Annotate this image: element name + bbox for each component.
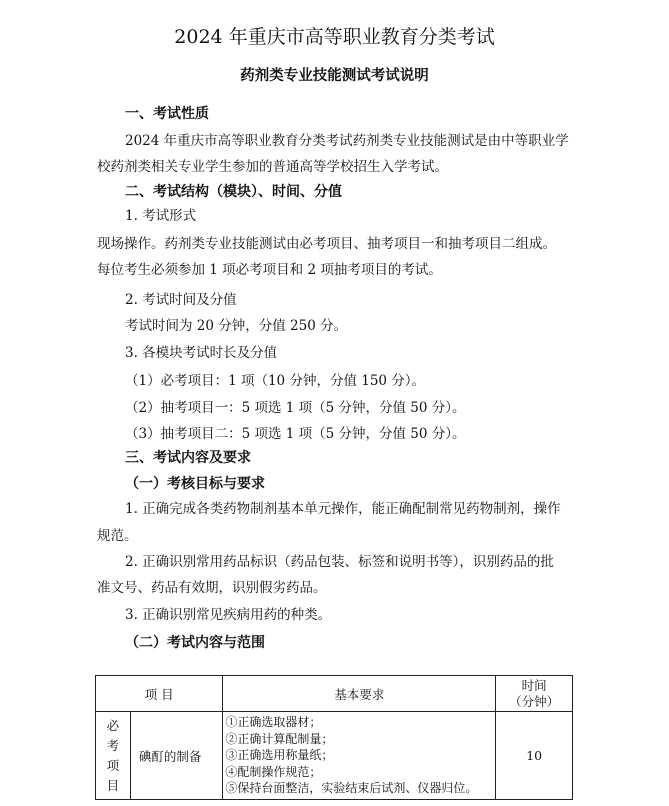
row1-requirement: ③正确选用称量纸； (225, 748, 334, 763)
section1-para-line1: 2024 年重庆市高等职业教育分类考试药剂类专业技能测试是由中等职业学 (125, 133, 569, 149)
goal2-line1: 2. 正确识别常用药品标识（药品包装、标签和说明书等），识别药品的批 (125, 554, 554, 570)
header-requirement: 基本要求 (223, 676, 496, 712)
goal2-line2: 准文号、药品有效期，识别假劣药品。 (97, 580, 327, 596)
header-time-line2: （分钟） (509, 693, 560, 709)
section2-item2-text: 考试时间为 20 分钟，分值 250 分。 (125, 318, 348, 334)
section2-item2-heading: 2. 考试时间及分值 (125, 292, 237, 308)
row1-category-char: 目 (106, 777, 120, 793)
goal3-line1: 3. 正确识别常见疾病用药的种类。 (125, 607, 332, 623)
row1-name: 碘酊的制备 (130, 712, 223, 800)
row1-requirements (223, 712, 496, 800)
section3-sub1-heading: （一）考核目标与要求 (125, 476, 265, 492)
header-item: 项 目 (96, 676, 223, 712)
row1-requirement: ⑤保持台面整洁，实验结束后试剂、仪器归位。 (225, 781, 478, 796)
goal1-line1: 1. 正确完成各类药物制剂基本单元操作，能正确配制常见药物制剂，操作 (125, 501, 561, 517)
row1-category-char: 项 (106, 757, 120, 773)
section1-heading: 一、考试性质 (125, 106, 209, 122)
header-time (496, 676, 573, 712)
section2-item1-heading: 1. 考试形式 (125, 208, 197, 224)
section1-para-line2: 校药剂类相关专业学生参加的普通高等学校招生入学考试。 (97, 159, 448, 175)
row1-requirement: ①正确选取器材； (225, 715, 322, 730)
section2-item1-line1: 现场操作。药剂类专业技能测试由必考项目、抽考项目一和抽考项目二组成。 (97, 236, 556, 252)
exam-content-table (95, 675, 573, 800)
header-time-line1: 时间 (521, 677, 547, 693)
row1-requirement: ②正确计算配制量； (225, 731, 334, 746)
row1-category-char: 考 (106, 737, 120, 753)
section3-sub2-heading: （二）考试内容与范围 (125, 635, 265, 651)
row1-time: 10 (496, 712, 573, 800)
section2-heading: 二、考试结构（模块）、时间、分值 (125, 184, 342, 200)
section2-item3-line2: （2）抽考项目一：5 项选 1 项（5 分钟，分值 50 分）。 (125, 400, 466, 416)
section2-item3-heading: 3. 各模块考试时长及分值 (125, 345, 278, 361)
row1-category-char: 必 (106, 717, 120, 733)
row1-requirement: ④配制操作规范； (225, 764, 322, 779)
document-subtitle: 药剂类专业技能测试考试说明 (240, 67, 429, 84)
document-title: 2024 年重庆市高等职业教育分类考试 (174, 26, 495, 48)
table-header-row (96, 676, 573, 712)
section2-item3-line3: （3）抽考项目二：5 项选 1 项（5 分钟，分值 50 分）。 (125, 426, 466, 442)
section3-heading: 三、考试内容及要求 (125, 450, 251, 466)
goal1-line2: 规范。 (97, 528, 138, 544)
row1-category (96, 712, 131, 800)
table-row (96, 712, 573, 800)
section2-item3-line1: （1）必考项目：1 项（10 分钟，分值 150 分）。 (125, 373, 426, 389)
section2-item1-line2: 每位考生必须参加 1 项必考项目和 2 项抽考项目的考试。 (97, 262, 442, 278)
